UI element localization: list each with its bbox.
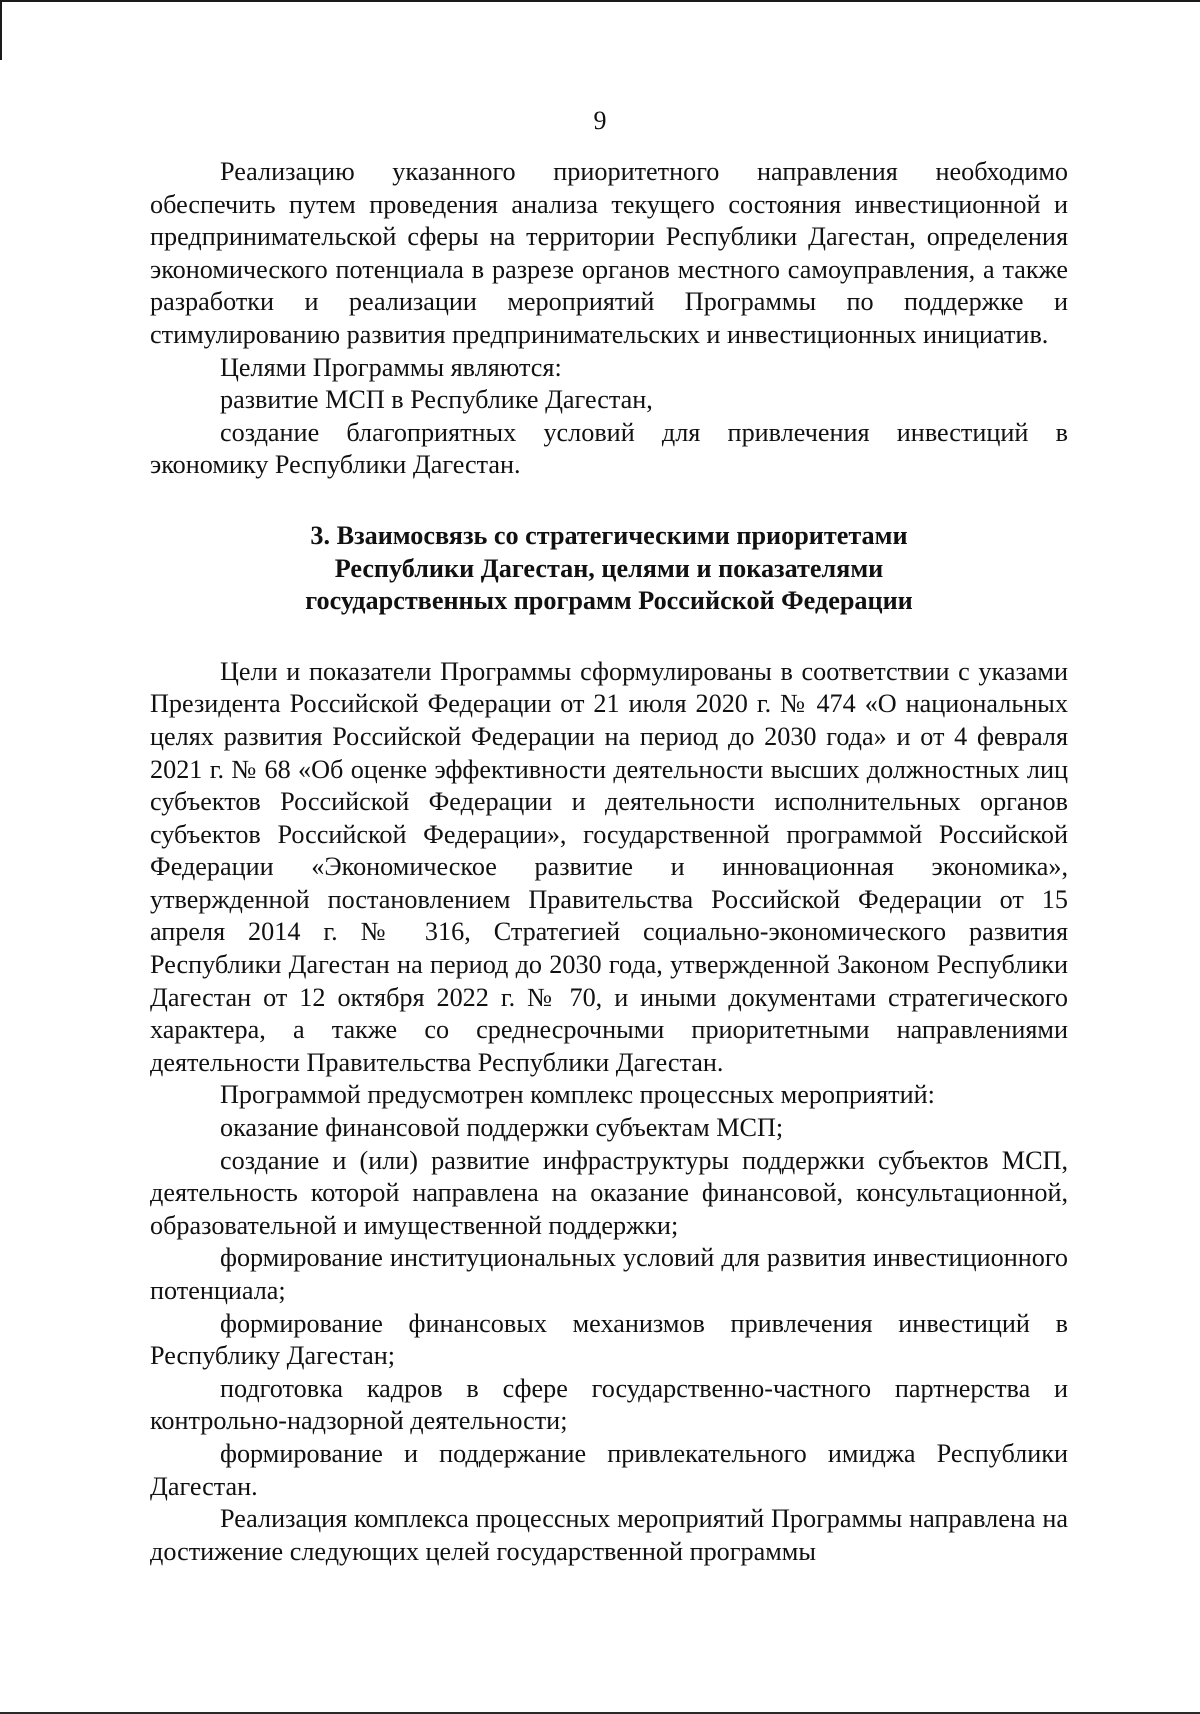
paragraph: формирование финансовых механизмов привлечения инвестиций в Республику Дагестан;	[150, 1308, 1068, 1371]
page-number: 9	[593, 106, 607, 135]
section-heading-line: 3. Взаимосвязь со стратегическими приоритетами	[310, 520, 908, 550]
scan-edge-left	[0, 0, 2, 60]
paragraph: развитие МСП в Республике Дагестан,	[220, 385, 653, 415]
scan-edge-top	[0, 0, 1200, 2]
paragraph: оказание финансовой поддержки субъектам МСП;	[220, 1113, 784, 1143]
paragraph: формирование институциональных условий для развития инвестиционного потенциала;	[150, 1243, 1068, 1305]
paragraph: Целями Программы являются:	[220, 352, 562, 382]
paragraph: Цели и показатели Программы сформулированы в соответствии с указами Президента Российской Федерации от 21 июля 2020 г. № 474 «О национальных целях развития Российской Федерации на период до 2030 года» и от 4 февраля 2021 г. № 68 «Об оценке эффективности деятельности высших должностных лиц субъектов Российской Федерации и деятельности исполнительных органов субъектов Российской Федерации», государственной программой Российской Федерации «Экономическое развитие и инновационная экономика», утвержденной постановлением Правительства Российской Федерации от 15 апреля 2014 г. № 316, Стратегией социально-экономического развития Республики Дагестан на период до 2030 года, утвержденной Законом Республики Дагестан от 12 октября 2022 г. № 70, и иными документами стратегического характера, а также со среднесрочными приоритетными направлениями деятельности Правительства Республики Дагестан.	[150, 656, 1068, 1077]
section-heading-line: государственных программ Российской Федерации	[305, 586, 913, 616]
section-heading-line: Республики Дагестан, целями и показателями	[334, 553, 884, 583]
paragraph: создание и (или) развитие инфраструктуры поддержки субъектов МСП, деятельность которой направлена на оказание финансовой, консультационной, образовательной и имущественной поддержки;	[150, 1145, 1068, 1240]
paragraph: Реализация комплекса процессных мероприятий Программы направлена на достижение следующих целей государственной программы	[150, 1504, 1068, 1566]
paragraph: Программой предусмотрен комплекс процессных мероприятий:	[220, 1080, 935, 1110]
paragraph: формирование и поддержание привлекательного имиджа Республики Дагестан.	[150, 1438, 1068, 1501]
paragraph: Реализацию указанного приоритетного направления необходимо обеспечить путем проведения анализа текущего состояния инвестиционной и предпринимательской сферы на территории Республики Дагестан, определения экономического потенциала в разрезе органов местного самоуправления, а также разработки и реализации мероприятий Программы по поддержке и стимулированию развития предпринимательских и инвестиционных инициатив.	[150, 157, 1068, 349]
paragraph: создание благоприятных условий для привлечения инвестиций в экономику Республики Дагестан.	[150, 417, 1068, 480]
document-body	[150, 156, 1068, 1568]
section-heading	[150, 520, 1068, 618]
paragraph: подготовка кадров в сфере государственно-частного партнерства и контрольно-надзорной деятельности;	[150, 1373, 1068, 1436]
